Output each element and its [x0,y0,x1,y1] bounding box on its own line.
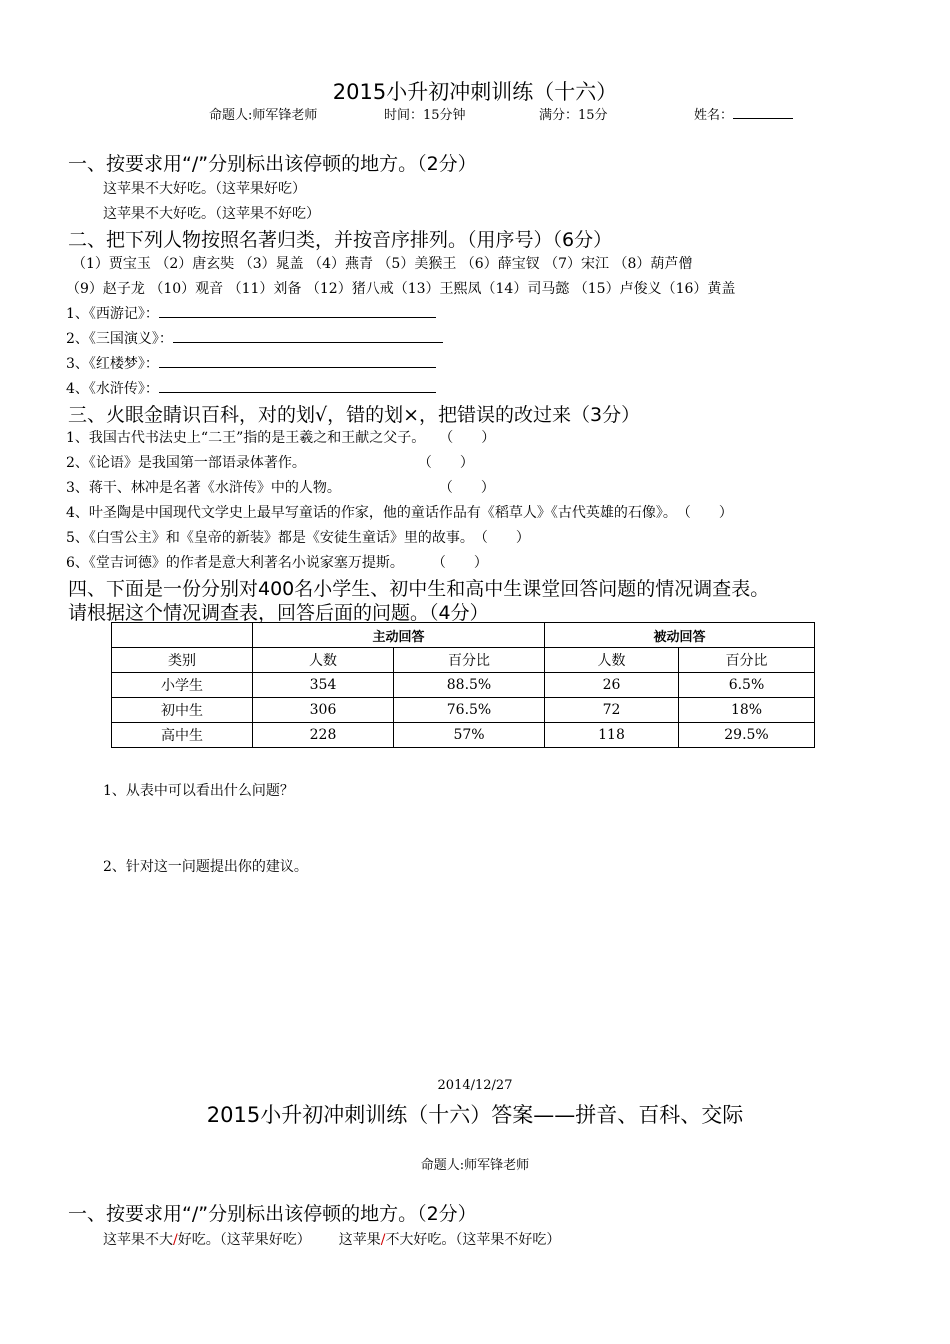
table-cell: 初中生 [112,698,253,723]
column-header: 人数 [545,648,679,673]
table-cell: 228 [253,723,394,748]
column-header: 类别 [112,648,253,673]
sec1-line1: 这苹果不大好吃。（这苹果好吃） [103,181,306,197]
answer-author: 命题人:师军锋老师 [420,1158,530,1173]
table-cell: 小学生 [112,673,253,698]
judge-item-5: 5、《白雪公主》和《皇帝的新装》都是《安徒生童话》里的故事。 （ ） [66,530,530,546]
column-header: 百分比 [394,648,545,673]
people-list-line2: （9）赵子龙 （10）观音 （11）刘备 （12）猪八戒（13）王熙凤（14）司马懿 （15）卢俊义（16）黄盖 [66,281,736,297]
answer-title: 2015小升初冲刺训练（十六）答案——拼音、百科、交际 [206,1103,744,1127]
table-cell: 6.5% [679,673,815,698]
table-cell: 118 [545,723,679,748]
section2-heading: 二、把下列人物按照名著归类，并按音序排列。（用序号）（6分） [68,229,613,251]
column-header: 百分比 [679,648,815,673]
table-row [112,673,815,698]
table-cell: 72 [545,698,679,723]
category-sanguo [66,328,443,348]
category-honglou [66,353,436,373]
name-blank[interactable] [733,104,793,119]
table-corner [112,623,253,648]
table-group-row [112,623,815,648]
category-xiyouji [66,303,436,323]
judge-item-1: 1、我国古代书法史上“二王”指的是王羲之和王献之父子。 （ ） [66,430,496,446]
table-cell: 18% [679,698,815,723]
question-2: 2、针对这一问题提出你的建议。 [103,859,308,875]
time-label: 时间：15分钟 [384,108,466,123]
judge-item-2: 2、《论语》是我国第一部语录体著作。 （ ） [66,455,474,471]
answer-blank[interactable] [159,353,436,368]
score-label: 满分：15分 [539,108,608,123]
section4-heading-line1: 四、下面是一份分别对400名小学生、初中生和高中生课堂回答问题的情况调查表。 [68,578,770,600]
table-row [112,723,815,748]
author-label: 命题人:师军锋老师 [209,108,318,123]
table-cell: 354 [253,673,394,698]
section1-heading: 一、按要求用“/”分别标出该停顿的地方。（2分） [68,153,477,175]
survey-table [111,622,815,748]
sec1-line2: 这苹果不大好吃。（这苹果不好吃） [103,206,320,222]
column-header: 人数 [253,648,394,673]
answer-line [103,1229,560,1249]
answer1-pre: 这苹果不大 [103,1232,173,1248]
answer-date: 2014/12/27 [437,1078,513,1093]
answer1-post: 好吃。（这苹果好吃） [177,1232,311,1248]
section4-heading-line2: 请根据这个情况调查表，回答后面的问题。（4分） [68,602,489,624]
table-cell: 29.5% [679,723,815,748]
category-label: 2、《三国演义》： [66,331,173,347]
table-cell: 26 [545,673,679,698]
category-label: 1、《西游记》： [66,306,159,322]
section3-heading: 三、火眼金睛识百科，对的划√，错的划×，把错误的改过来（3分） [68,404,641,426]
page-title: 2015小升初冲刺训练（十六） [332,80,618,104]
table-cell: 57% [394,723,545,748]
judge-item-4: 4、叶圣陶是中国现代文学史上最早写童话的作家，他的童话作品有《稻草人》《古代英雄的石像》。 （ ） [66,505,733,521]
table-cell: 88.5% [394,673,545,698]
answer-section1-heading: 一、按要求用“/”分别标出该停顿的地方。（2分） [68,1203,477,1225]
slash-mark: / [380,1232,386,1248]
answer-blank[interactable] [159,378,436,393]
answer-blank[interactable] [159,303,436,318]
table-header-row [112,648,815,673]
group-header-passive: 被动回答 [545,623,815,648]
table-cell: 高中生 [112,723,253,748]
category-label: 4、《水浒传》： [66,381,159,397]
name-field [694,104,793,123]
category-label: 3、《红楼梦》： [66,356,159,372]
table-cell: 306 [253,698,394,723]
name-label: 姓名： [694,108,734,123]
judge-item-3: 3、蒋干、林冲是名著《水浒传》中的人物。 （ ） [66,480,495,496]
question-1: 1、从表中可以看出什么问题？ [103,783,294,799]
table-row [112,698,815,723]
table-cell: 76.5% [394,698,545,723]
judge-item-6: 6、《堂吉诃德》的作者是意大利著名小说家塞万提斯。 （ ） [66,555,488,571]
answer2-pre: 这苹果 [338,1232,381,1248]
answer-blank[interactable] [173,328,443,343]
category-shuihu [66,378,436,398]
answer2-post: 不大好吃。（这苹果不好吃） [385,1232,561,1248]
people-list-line1: （1）贾宝玉 （2）唐玄奘 （3）晁盖 （4）燕青 （5）美猴王 （6）薛宝钗 （7）宋江 （8）葫芦僧 [72,256,693,272]
group-header-active: 主动回答 [253,623,545,648]
slash-mark: / [173,1232,178,1248]
